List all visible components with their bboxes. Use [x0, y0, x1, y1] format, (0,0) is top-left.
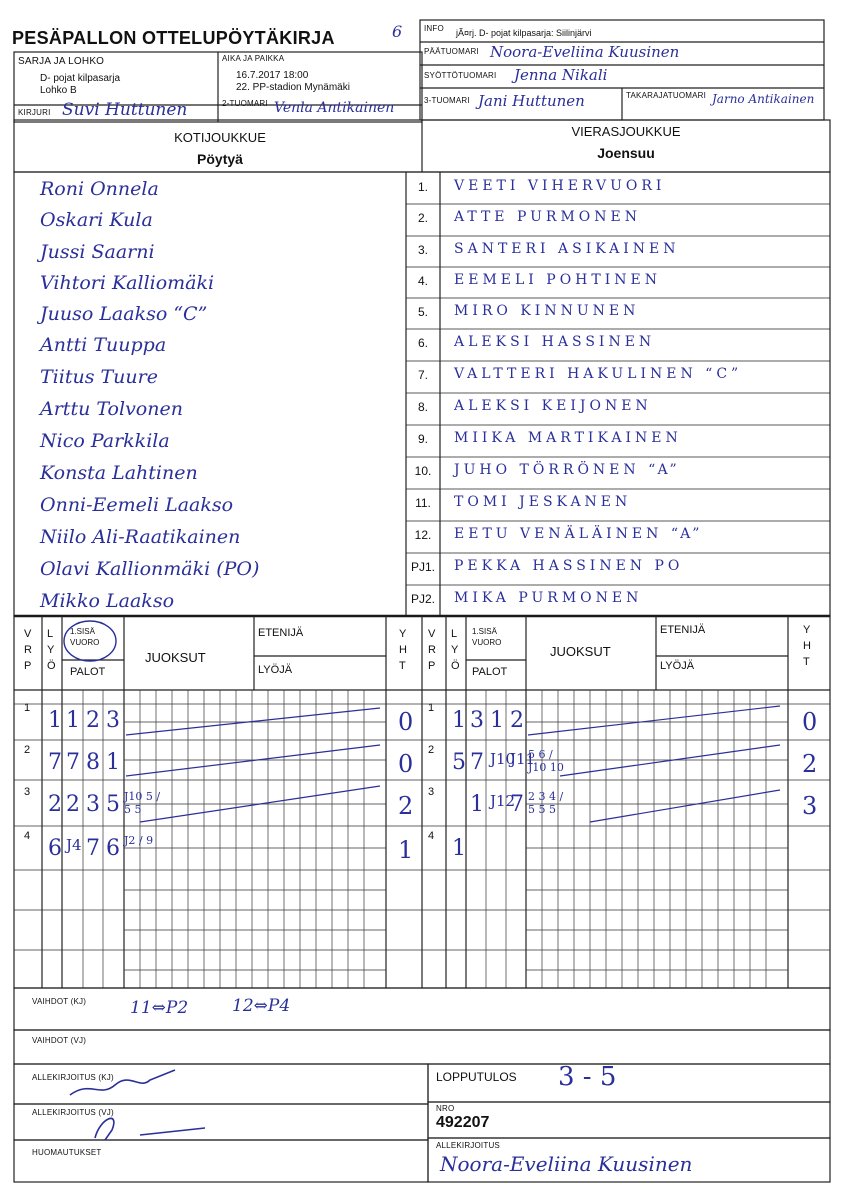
away-player-name: VALTTERI HAKULINEN “C”	[454, 366, 743, 382]
series-label: SARJA JA LOHKO	[18, 56, 105, 67]
input-umpire-name: Jenna Nikali	[514, 66, 608, 84]
back-umpire-label: TAKARAJATUOMARI	[626, 91, 707, 100]
nro-label: NRO	[436, 1104, 455, 1113]
match-venue: 22. PP-stadion Mynämäki	[236, 82, 350, 93]
scorer-label: KIRJURI	[18, 108, 51, 117]
away-etenija-header: ETENIJÄ	[660, 624, 706, 636]
sign-home-label: ALLEKIRJOITUS (KJ)	[32, 1073, 114, 1082]
home-player-name: Tiitus Tuure	[40, 366, 158, 388]
home-inning-vrp: 4	[24, 830, 31, 842]
away-inning-cell: 3	[470, 708, 484, 733]
sign-value: Noora-Eveliina Kuusinen	[440, 1152, 693, 1176]
notes-label: HUOMAUTUKSET	[32, 1148, 102, 1157]
home-inning-lyo: 6	[48, 836, 62, 861]
away-inning-extra: 5 6 / J10 10	[528, 748, 564, 774]
home-inning-cell: 2	[86, 708, 100, 733]
away-player-name: JUHO TÖRRÖNEN “A”	[454, 462, 681, 478]
home-inning-cell: 7	[86, 836, 100, 861]
home-player-name: Vihtori Kalliomäki	[40, 272, 215, 294]
away-player-name: MIKA PURMONEN	[454, 590, 643, 606]
umpire3-label: 3-TUOMARI	[424, 96, 470, 105]
away-inning-vrp: 4	[428, 830, 435, 842]
home-inning-cell: 3	[86, 792, 100, 817]
final-score-label: LOPPUTULOS	[436, 1070, 517, 1084]
home-inning-cell: J4	[66, 836, 82, 854]
home-sisavuoro-header: 1.SISÄ VUORO	[70, 627, 100, 647]
roster-number: PJ2.	[410, 592, 435, 606]
head-umpire-label: PÄÄTUOMARI	[424, 47, 479, 56]
away-player-name: VEETI VIHERVUORI	[454, 178, 666, 194]
back-umpire-name: Jarno Antikainen	[712, 92, 815, 106]
roster-number: 12.	[414, 528, 432, 542]
sign-away-label: ALLEKIRJOITUS (VJ)	[32, 1108, 114, 1117]
home-inning-cell: 1	[66, 708, 80, 733]
away-inning-cell: 1	[470, 792, 484, 817]
away-player-name: EETU VENÄLÄINEN “A”	[454, 526, 704, 542]
home-inning-cell: 8	[86, 750, 100, 775]
subs-home-1: 11⇔P2	[130, 998, 189, 1018]
home-inning-cell: 7	[66, 750, 80, 775]
away-yht-header: Y H T	[803, 624, 811, 668]
away-inning-total: 0	[802, 708, 818, 736]
away-lyoja-header: LYÖJÄ	[660, 660, 695, 672]
away-inning-lyo: 1	[452, 708, 466, 733]
home-inning-cell: 1	[106, 750, 120, 775]
roster-number: 1.	[417, 180, 428, 194]
away-inning-vrp: 2	[428, 744, 435, 756]
away-team-label: VIERASJOUKKUE	[571, 124, 681, 139]
umpire3-name: Jani Huttunen	[478, 92, 585, 110]
home-lyoja-header: LYÖJÄ	[258, 664, 293, 676]
sign-label: ALLEKIRJOITUS	[436, 1141, 500, 1150]
info-value: jÃ¤rj. D- pojat kilpasarja: Siilinjärvi	[456, 28, 592, 38]
home-player-name: Juuso Laakso “C”	[40, 303, 208, 325]
match-datetime: 16.7.2017 18:00	[236, 70, 309, 81]
home-vrp-header: V R P	[24, 628, 32, 672]
away-player-name: TOMI JESKANEN	[454, 494, 632, 510]
away-inning-total: 2	[802, 750, 818, 778]
away-palot-header: PALOT	[472, 666, 508, 678]
subs-home-label: VAIHDOT (KJ)	[32, 997, 87, 1006]
home-player-name: Antti Tuuppa	[40, 334, 167, 356]
away-team-name: Joensuu	[597, 145, 655, 161]
home-inning-vrp: 2	[24, 744, 31, 756]
roster-number: 9.	[417, 432, 428, 446]
home-juoksut-header: JUOKSUT	[145, 650, 206, 665]
away-lyo-header: L Y Ö	[451, 628, 460, 672]
series-value: D- pojat kilpasarja	[40, 73, 121, 84]
home-inning-extra: J10 5 / 5 5	[124, 790, 161, 816]
away-inning-cell: 1	[490, 708, 504, 733]
away-inning-cell: J10	[490, 750, 516, 768]
scorer-name: Suvi Huttunen	[62, 100, 188, 120]
home-inning-lyo: 2	[48, 792, 62, 817]
home-inning-lyo: 1	[48, 708, 62, 733]
away-inning-cell: J12	[490, 792, 516, 810]
home-palot-header: PALOT	[70, 666, 106, 678]
home-player-name: Mikko Laakso	[40, 590, 175, 612]
away-inning-vrp: 1	[428, 702, 435, 714]
away-inning-lyo: 5	[452, 750, 466, 775]
home-team-label: KOTIJOUKKUE	[174, 130, 266, 145]
away-inning-cell: 7	[510, 792, 524, 817]
away-player-name: EEMELI POHTINEN	[454, 272, 661, 288]
umpire2-label: 2-TUOMARI	[222, 99, 268, 108]
away-inning-cell: 2	[510, 708, 524, 733]
away-player-name: PEKKA HASSINEN PO	[454, 558, 684, 574]
away-juoksut-header: JUOKSUT	[550, 644, 611, 659]
info-label: INFO	[424, 24, 444, 33]
roster-number: 4.	[417, 274, 428, 288]
away-vrp-header: V R P	[428, 628, 436, 672]
home-player-name: Konsta Lahtinen	[40, 462, 198, 484]
home-lyo-header: L Y Ö	[47, 628, 56, 672]
nro-value: 492207	[436, 1114, 490, 1131]
roster-number: 2.	[417, 211, 428, 225]
home-inning-cell: 3	[106, 708, 120, 733]
home-player-name: Niilo Ali-Raatikainen	[40, 526, 241, 548]
away-inning-cell: 7	[470, 750, 484, 775]
home-player-name: Nico Parkkila	[40, 430, 170, 452]
roster-number: 7.	[417, 368, 428, 382]
home-inning-cell: 5	[106, 792, 120, 817]
roster-number: 11.	[415, 496, 431, 510]
group-value: Lohko B	[40, 85, 77, 96]
subs-home-2: 12⇔P4	[232, 996, 291, 1016]
home-player-name: Arttu Tolvonen	[40, 398, 183, 420]
home-yht-header: Y H T	[399, 628, 407, 672]
roster-number: PJ1.	[410, 560, 435, 574]
away-player-name: ALEKSI HASSINEN	[454, 334, 656, 350]
away-player-name: ALEKSI KEIJONEN	[454, 398, 652, 414]
home-player-name: Jussi Saarni	[40, 241, 155, 263]
away-inning-extra: 2 3 4 / 5 5 5	[528, 790, 564, 816]
home-inning-vrp: 3	[24, 786, 31, 798]
home-player-name: Onni-Eemeli Laakso	[40, 494, 234, 516]
final-score-value: 3 - 5	[558, 1062, 617, 1092]
umpire2-name: Venla Antikainen	[274, 100, 395, 116]
roster-number: 10.	[414, 464, 432, 478]
home-team-name: Pöytyä	[197, 151, 243, 167]
head-umpire-name: Noora-Eveliina Kuusinen	[490, 43, 680, 61]
away-player-name: ATTE PURMONEN	[454, 209, 641, 225]
time-place-label: AIKA JA PAIKKA	[222, 54, 285, 63]
home-inning-total: 0	[398, 708, 414, 736]
home-player-name: Oskari Kula	[40, 209, 153, 231]
away-player-name: MIIKA MARTIKAINEN	[454, 430, 682, 446]
home-inning-extra: J2 / 9	[124, 834, 154, 847]
away-inning-vrp: 3	[428, 786, 435, 798]
away-inning-total: 3	[802, 792, 818, 820]
home-player-name: Roni Onnela	[40, 178, 159, 200]
away-inning-lyo: 1	[452, 836, 466, 861]
away-player-name: MIRO KINNUNEN	[454, 303, 640, 319]
home-inning-total: 2	[398, 792, 414, 820]
home-inning-total: 0	[398, 750, 414, 778]
home-etenija-header: ETENIJÄ	[258, 627, 304, 639]
roster-number: 8.	[417, 400, 428, 414]
home-inning-cell: 6	[106, 836, 120, 861]
away-player-name: SANTERI ASIKAINEN	[454, 241, 680, 257]
roster-number: 6.	[417, 336, 428, 350]
home-inning-vrp: 1	[24, 702, 31, 714]
form-title: PESÄPALLON OTTELUPÖYTÄKIRJA	[12, 28, 335, 48]
home-inning-total: 1	[398, 836, 414, 864]
page-number: 6	[392, 22, 403, 41]
input-umpire-label: SYÖTTÖTUOMARI	[424, 71, 497, 80]
roster-number: 5.	[417, 305, 428, 319]
home-inning-lyo: 7	[48, 750, 62, 775]
away-inning-cell: J11	[510, 750, 536, 768]
away-sisavuoro-header: 1.SISÄ VUORO	[472, 627, 502, 647]
home-player-name: Olavi Kallionmäki (PO)	[40, 558, 260, 580]
roster-number: 3.	[417, 243, 428, 257]
subs-away-label: VAIHDOT (VJ)	[32, 1036, 87, 1045]
home-inning-cell: 2	[66, 792, 80, 817]
